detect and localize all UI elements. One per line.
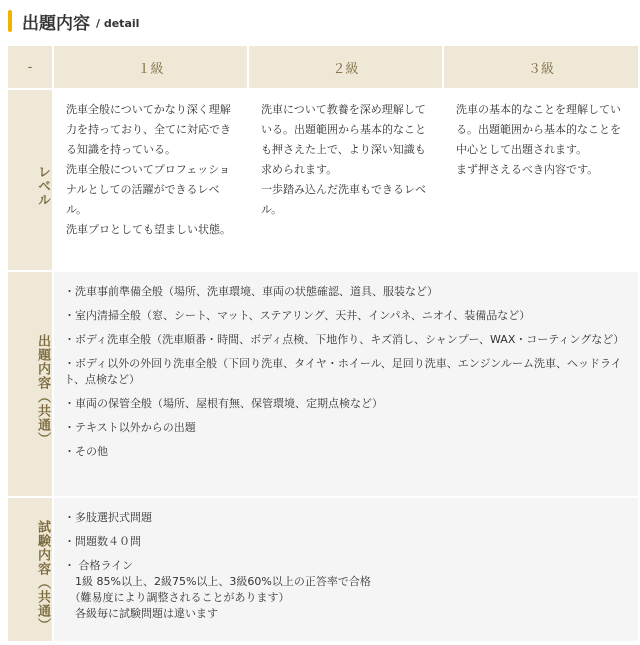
- level-3-description: 洗車の基本的なことを理解している。出題範囲から基本的なことを中心として出題されます。 まず押さえるべき内容です。: [444, 90, 638, 272]
- list-item: ・ 合格ライン 1級 85%以上、2級75%以上、3級60%以上の正答率で合格 （難易度により調整されることがあります） 各級毎に試験問題は違います: [64, 559, 371, 620]
- exam-row: [8, 498, 638, 641]
- topics-list: [64, 284, 624, 460]
- topics-row: [8, 272, 638, 498]
- exam-list: [64, 510, 624, 622]
- level-2-description: 洗車について教養を深め理解している。出題範囲から基本的なことも押さえた上で、より深い知識も求められます。 一歩踏み込んだ洗車もできるレベル。: [249, 90, 444, 272]
- header-level-3: ３級: [444, 46, 638, 90]
- level-row-label: レベル: [8, 90, 54, 272]
- header-level-2: ２級: [249, 46, 444, 90]
- list-item: ・室内清掃全般（窓、シート、マット、ステアリング、天井、インパネ、ニオイ、装備品など）: [64, 309, 531, 322]
- list-item: ・ボディ以外の外回り洗車全般（下回り洗車、タイヤ・ホイール、足回り洗車、エンジンルーム洗車、ヘッドライト、点検など）: [64, 357, 622, 386]
- exam-list-cell: [54, 498, 638, 641]
- section-heading: [8, 8, 139, 34]
- table-header-row: [8, 46, 638, 90]
- level-1-description: 洗車全般についてかなり深く理解力を持っており、全てに対応できる知識を持っている。 洗車全般についてプロフェッショナルとしての活躍ができるレベル。 洗車プロとしても望ましい状態。: [54, 90, 249, 272]
- list-item: ・問題数４０問: [64, 535, 141, 548]
- topics-list-cell: [54, 272, 638, 498]
- list-item: ・車両の保管全般（場所、屋根有無、保管環境、定期点検など）: [64, 397, 383, 410]
- list-item: ・ボディ洗車全般（洗車順番・時間、ボディ点検、下地作り、キズ消し、シャンプー、WAX・コーティングなど）: [64, 333, 625, 346]
- exam-row-label: 試験内容（共通）: [8, 498, 54, 641]
- page-title: 出題内容: [22, 13, 90, 34]
- list-item: ・テキスト以外からの出題: [64, 421, 196, 434]
- detail-table: [8, 46, 638, 641]
- level-row: [8, 90, 638, 272]
- list-item: ・洗車事前準備全般（場所、洗車環境、車両の状態確認、道具、服装など）: [64, 285, 438, 298]
- list-item: ・その他: [64, 445, 108, 458]
- heading-accent-bar: [8, 10, 12, 32]
- list-item: ・多肢選択式問題: [64, 511, 152, 524]
- header-level-1: １級: [54, 46, 249, 90]
- header-corner-cell: -: [8, 46, 54, 90]
- topics-row-label: 出題内容（共通）: [8, 272, 54, 498]
- page-subtitle: / detail: [96, 16, 140, 30]
